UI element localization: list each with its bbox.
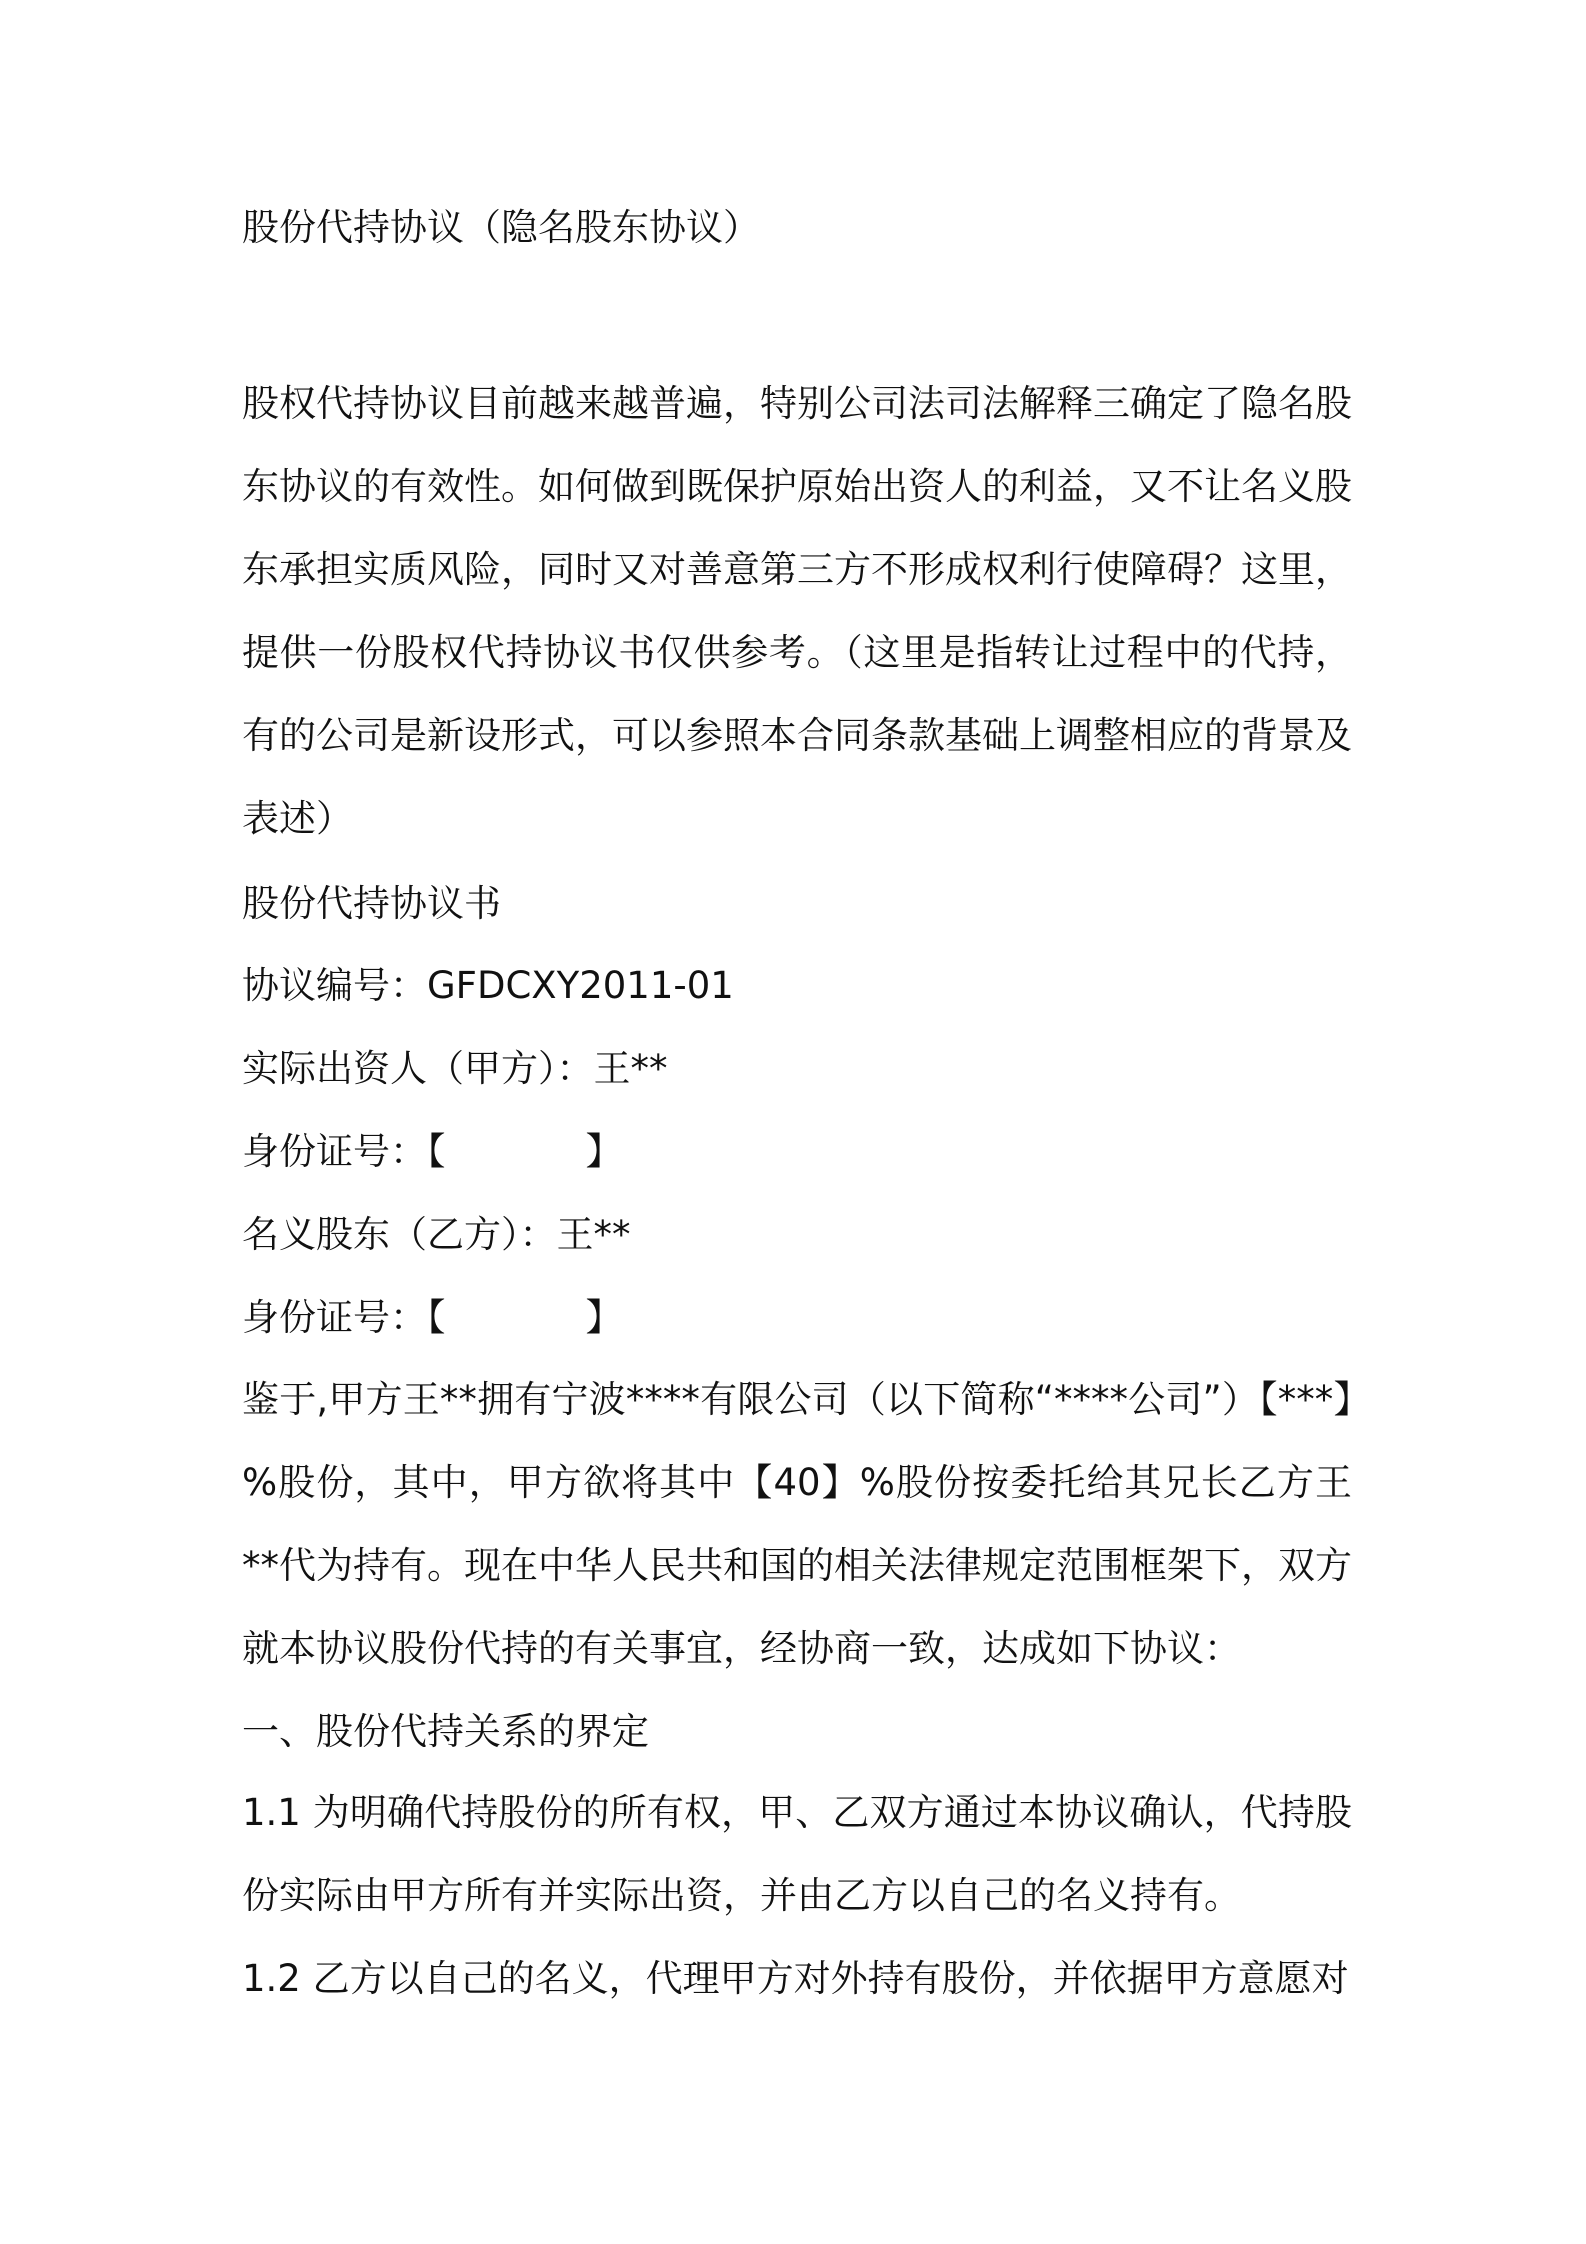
agreement-title: 股份代持协议书 (242, 882, 501, 925)
party-a-id-label: 身份证号：【 (242, 1130, 446, 1173)
party-a-id-close: 】 (585, 1130, 623, 1173)
party-b-line: 名义股东（乙方）：王** (242, 1213, 631, 1256)
agreement-number: 协议编号：GFDCXY2011-01 (242, 964, 734, 1007)
document-title: 股份代持协议（隐名股东协议） (242, 206, 760, 249)
clause-1-2: 1.2 乙方以自己的名义，代理甲方对外持有股份，并依据甲方意愿对 (242, 1957, 1349, 2000)
party-a-id-line (242, 1126, 623, 1178)
party-b-id-label: 身份证号：【 (242, 1296, 446, 1339)
party-b-id-line (242, 1292, 623, 1344)
section-1-heading: 一、股份代持关系的界定 (242, 1710, 649, 1753)
party-b-id-close: 】 (585, 1296, 623, 1339)
whereas-paragraph: 鉴于,甲方王**拥有宁波****有限公司（以下简称“****公司”）【***】%股份，其中，甲方欲将其中【40】%股份按委托给其兄长乙方王**代为持有。现在中华人民共和国的相关法律规定范围框架下，双方就本协议股份代持的有关事宜，经协商一致，达成如下协议： (242, 1378, 1352, 1670)
party-a-line: 实际出资人（甲方）：王** (242, 1047, 668, 1090)
clause-1-1: 1.1 为明确代持股份的所有权，甲、乙双方通过本协议确认，代持股份实际由甲方所有并实际出资，并由乙方以自己的名义持有。 (242, 1791, 1352, 1917)
intro-paragraph: 股权代持协议目前越来越普遍，特别公司法司法解释三确定了隐名股东协议的有效性。如何做到既保护原始出资人的利益，又不让名义股东承担实质风险，同时又对善意第三方不形成权利行使障碍？这里，提供一份股权代持协议书仅供参考。（这里是指转让过程中的代持，有的公司是新设形式，可以参照本合同条款基础上调整相应的背景及表述） (242, 382, 1352, 840)
